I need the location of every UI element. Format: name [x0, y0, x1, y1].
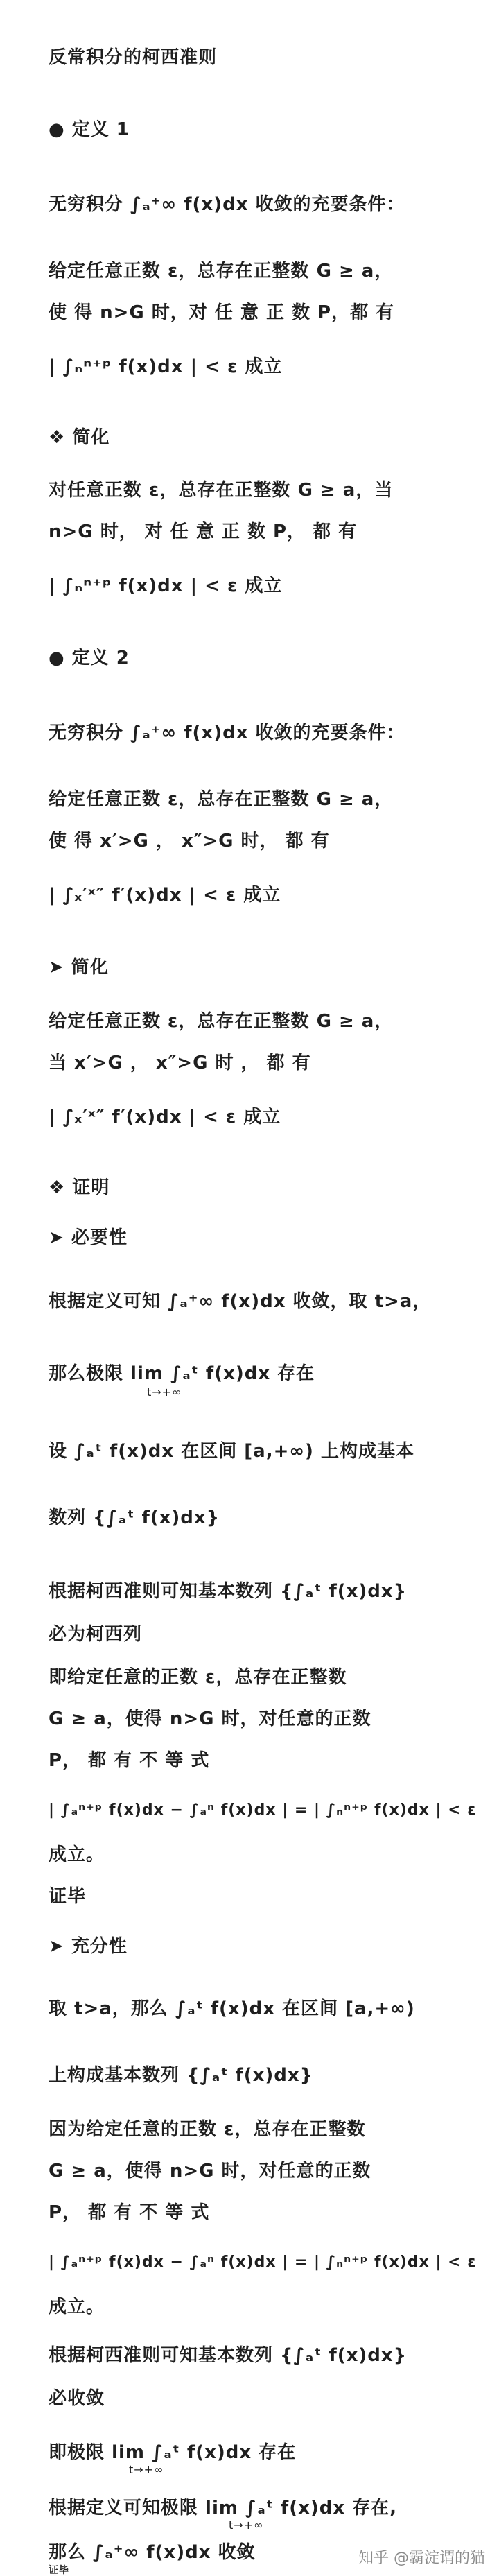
- nec-line-4: 数列 {∫ₐᵗ f(x)dx}: [49, 1507, 220, 1528]
- nec-line-2: 那么极限 lim ∫ₐᵗ f(x)dx 存在: [49, 1363, 315, 1384]
- watermark: 知乎 @霸淀谓的猫: [358, 2550, 485, 2567]
- simp2-line-2: 当 x′>G ， x″>G 时 ， 都 有: [49, 1053, 311, 1073]
- nec-inequality: | ∫ₐⁿ⁺ᵖ f(x)dx − ∫ₐⁿ f(x)dx | = | ∫ₙⁿ⁺ᵖ f(x)dx | < ε: [49, 1801, 477, 1819]
- simp2-inequality: | ∫ₓ′ˣ″ f′(x)dx | < ε 成立: [49, 1107, 281, 1127]
- qed-2: 证毕: [49, 2565, 69, 2576]
- qed-1: 证毕: [49, 1886, 87, 1907]
- heading-simplify-1: ❖ 简化: [49, 427, 110, 448]
- def2-line-2: 使 得 x′>G ， x″>G 时， 都 有: [49, 831, 330, 852]
- suf-line-9: 即极限 lim ∫ₐᵗ f(x)dx 存在: [49, 2442, 297, 2463]
- suf-limit-subscript-1: t→+∞: [129, 2463, 164, 2476]
- def2-inequality: | ∫ₓ′ˣ″ f′(x)dx | < ε 成立: [49, 885, 281, 906]
- suf-line-7: 根据柯西准则可知基本数列 {∫ₐᵗ f(x)dx}: [49, 2345, 408, 2366]
- simp1-inequality: | ∫ₙⁿ⁺ᵖ f(x)dx | < ε 成立: [49, 576, 283, 596]
- suf-line-6: 成立。: [49, 2297, 105, 2317]
- article-title: 反常积分的柯西准则: [49, 47, 218, 68]
- simp2-line-1: 给定任意正数 ε，总存在正整数 G ≥ a，: [49, 1011, 394, 1032]
- suf-inequality: | ∫ₐⁿ⁺ᵖ f(x)dx − ∫ₐⁿ f(x)dx | = | ∫ₙⁿ⁺ᵖ f(x)dx | < ε: [49, 2254, 477, 2271]
- heading-definition-1: ● 定义 1: [49, 119, 130, 140]
- nec-line-5: 根据柯西准则可知基本数列 {∫ₐᵗ f(x)dx}: [49, 1581, 408, 1602]
- def2-statement: 无穷积分 ∫ₐ⁺∞ f(x)dx 收敛的充要条件：: [49, 723, 405, 743]
- def1-statement: 无穷积分 ∫ₐ⁺∞ f(x)dx 收敛的充要条件：: [49, 194, 405, 215]
- def1-line-1: 给定任意正数 ε，总存在正整数 G ≥ a，: [49, 261, 394, 282]
- suf-line-2: 上构成基本数列 {∫ₐᵗ f(x)dx}: [49, 2065, 314, 2086]
- suf-line-5: P， 都 有 不 等 式: [49, 2202, 210, 2223]
- nec-limit-subscript: t→+∞: [147, 1385, 182, 1399]
- suf-line-11: 那么 ∫ₐ⁺∞ f(x)dx 收敛: [49, 2542, 256, 2563]
- def1-line-2: 使 得 n>G 时，对 任 意 正 数 P，都 有: [49, 302, 395, 323]
- nec-line-1: 根据定义可知 ∫ₐ⁺∞ f(x)dx 收敛，取 t>a，: [49, 1291, 432, 1312]
- nec-line-6: 必为柯西列: [49, 1624, 143, 1645]
- suf-line-10: 根据定义可知极限 lim ∫ₐᵗ f(x)dx 存在,: [49, 2498, 398, 2518]
- heading-simplify-2: ➤ 简化: [49, 957, 109, 978]
- def1-inequality: | ∫ₙⁿ⁺ᵖ f(x)dx | < ε 成立: [49, 356, 283, 377]
- nec-line-9: P， 都 有 不 等 式: [49, 1750, 210, 1771]
- suf-line-3: 因为给定任意的正数 ε，总存在正整数: [49, 2119, 366, 2140]
- simp1-line-1: 对任意正数 ε，总存在正整数 G ≥ a，当: [49, 480, 394, 501]
- nec-line-7: 即给定任意的正数 ε，总存在正整数: [49, 1667, 347, 1688]
- suf-limit-subscript-2: t→+∞: [229, 2518, 264, 2532]
- def2-line-1: 给定任意正数 ε，总存在正整数 G ≥ a，: [49, 789, 394, 810]
- suf-line-4: G ≥ a，使得 n>G 时，对任意的正数: [49, 2161, 371, 2181]
- heading-definition-2: ● 定义 2: [49, 648, 130, 668]
- heading-proof: ❖ 证明: [49, 1177, 110, 1198]
- nec-line-3: 设 ∫ₐᵗ f(x)dx 在区间 [a,+∞) 上构成基本: [49, 1441, 414, 1462]
- simp1-line-2: n>G 时， 对 任 意 正 数 P， 都 有: [49, 521, 358, 542]
- nec-line-8: G ≥ a，使得 n>G 时，对任意的正数: [49, 1709, 371, 1729]
- heading-necessity: ➤ 必要性: [49, 1227, 128, 1248]
- heading-sufficiency: ➤ 充分性: [49, 1936, 128, 1957]
- suf-line-1: 取 t>a，那么 ∫ₐᵗ f(x)dx 在区间 [a,+∞): [49, 1998, 415, 2019]
- suf-line-8: 必收敛: [49, 2388, 105, 2409]
- nec-line-10: 成立。: [49, 1844, 105, 1865]
